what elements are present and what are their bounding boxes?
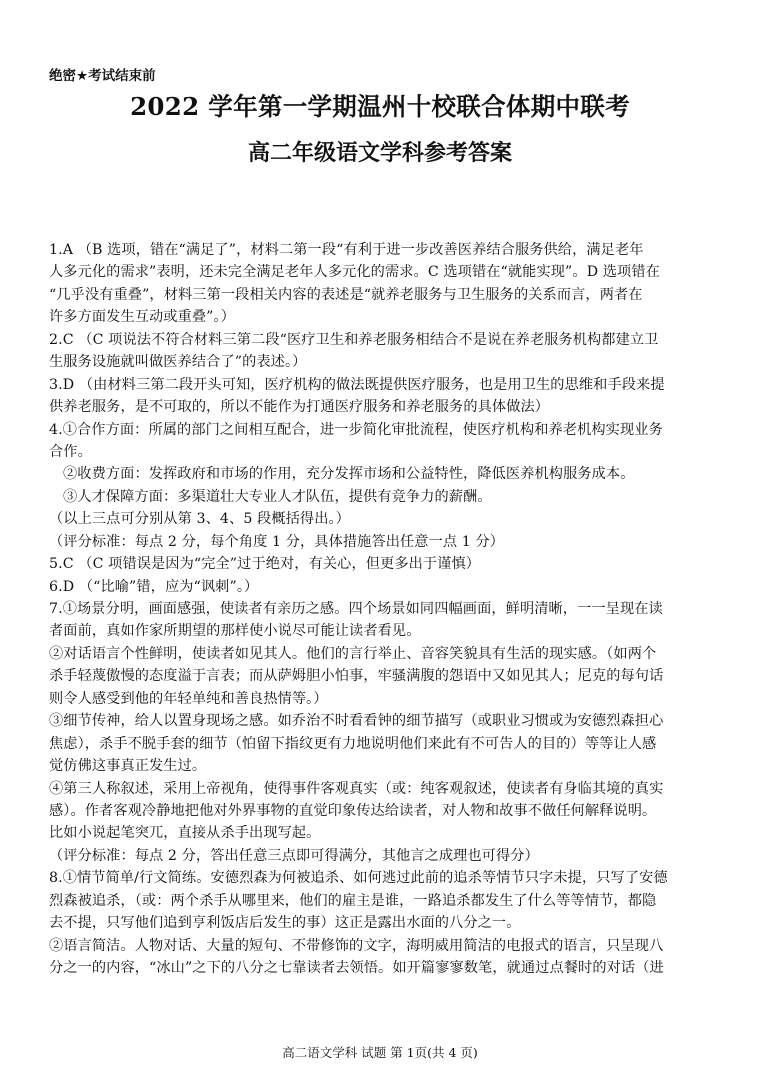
answer-line: 7.①场景分明，画面感强，使读者有亲历之感。四个场景如同四幅画面，鲜明清晰，一一呈现在读 xyxy=(49,601,663,617)
answer-line: ②对话语言个性鲜明，使读者如见其人。他们的言行举止、音容笑貌具有生活的现实感。（如两个 xyxy=(49,645,657,662)
answer-line: 分之一的内容，“冰山”之下的八分之七靠读者去领悟。如开篇寥寥数笔，就通过点餐时的对话（进 xyxy=(49,960,664,976)
answer-line: 焦虑），杀手不脱手套的细节（怕留下指纹更有力地说明他们来此有不可告人的目的）等等让人感 xyxy=(49,735,657,752)
answer-line: ②语言简洁。人物对话、大量的短句、不带修饰的文字，海明威用简洁的电报式的语言，只呈现八 xyxy=(49,937,664,954)
answer-line: ②收费方面：发挥政府和市场的作用，充分发挥市场和公益特性，降低医养机构服务成本。 xyxy=(63,466,635,483)
answer-line: 供养老服务，是不可取的，所以不能作为打通医疗服务和养老服务的具体做法） xyxy=(49,399,550,416)
answer-line: 3.D （由材料三第二段开头可知，医疗机构的做法既提供医疗服务，也是用卫生的思维和手段来提 xyxy=(49,376,665,393)
answer-body xyxy=(49,239,717,979)
answer-line: 觉仿佛这事真正发生过。 xyxy=(49,758,207,775)
answer-line: 许多方面发生互动或重叠”。） xyxy=(49,309,235,326)
answer-line: 4.①合作方面：所属的部门之间相互配合，进一步简化审批流程，使医疗机构和养老机构实现业务 xyxy=(49,421,663,438)
page-footer: 高二语文学科 试题 第 1页(共 4 页) xyxy=(282,1045,478,1060)
answer-line: 杀手轻蔑傲慢的态度溢于言表；而从萨姆胆小怕事，牢骚满腹的怨语中又如见其人；尼克的每句话 xyxy=(49,668,664,685)
answer-line: ③细节传神，给人以置身现场之感。如乔治不时看看钟的细节描写（或职业习惯或为安德烈森担心 xyxy=(49,713,664,730)
answer-line: 5.C （C 项错误是因为“完全”过于绝对，有关心，但更多出于谨慎） xyxy=(49,556,481,573)
answer-line: ④第三人称叙述，采用上帝视角，使得事件客观真实（或：纯客观叙述，使读者有身临其境的真实 xyxy=(49,780,664,797)
answer-line: 8.①情节简单/行文简练。安德烈森为何被追杀、如何逃过此前的追杀等情节只字未提，只写了安德 xyxy=(49,870,668,887)
answer-line: 2.C （C 项说法不符合材料三第二段“医疗卫生和养老服务相结合不是说在养老服务机构都建立卫 xyxy=(49,331,659,348)
answer-line: 合作。 xyxy=(49,443,92,460)
answer-line: 烈森被追杀，（或：两个杀手从哪里来，他们的雇主是谁，一路追杀都发生了什么等等情节，都隐 xyxy=(49,892,657,909)
answer-line: 则令人感受到他的年轻单纯和善良热情等。） xyxy=(49,690,328,707)
document-subtitle: 高二年级语文学科参考答案 xyxy=(247,140,512,166)
answer-line: 比如小说起笔突兀，直接从杀手出现写起。 xyxy=(49,825,321,842)
exam-title: 2022 学年第一学期温州十校联合体期中联考 xyxy=(130,92,630,121)
answer-line: 去不提，只写他们追到亨利饭店后发生的事）这正是露出水面的八分之一。 xyxy=(49,915,521,932)
answer-line: 6.D （“比喻”错，应为“讽刺”。） xyxy=(49,578,259,595)
answer-line: （评分标准：每点 2 分，答出任意三点即可得满分，其他言之成理也可得分） xyxy=(49,847,539,864)
answer-line: 感）。作者客观冷静地把他对外界事物的直觉印象传达给读者，对人物和故事不做任何解释说明。 xyxy=(49,802,657,819)
answer-line: （以上三点可分别从第 3、4、5 段概括得出。） xyxy=(49,511,350,528)
answer-line: （评分标准：每点 2 分，每个角度 1 分，具体措施答出任意一点 1 分） xyxy=(49,533,505,550)
answer-line: 者面前，真如作家所期望的那样使小说尽可能让读者看见。 xyxy=(49,623,421,640)
answer-line: ③人才保障方面：多渠道壮大专业人才队伍，提供有竞争力的薪酬。 xyxy=(63,488,492,505)
answer-line: 人多元化的需求”表明，还未完全满足老年人多元化的需求。C 选项错在“就能实现”。D 选项错在 xyxy=(49,264,660,281)
answer-line: 1.A （B 选项，错在“满足了”，材料二第一段“有利于进一步改善医养结合服务供给，满足老年 xyxy=(49,242,644,258)
confidential-mark: 绝密★考试结束前 xyxy=(49,68,156,84)
answer-line: 生服务设施就叫做医养结合了”的表述。） xyxy=(49,354,307,371)
answer-line: “几乎没有重叠”，材料三第一段相关内容的表述是“就养老服务与卫生服务的关系而言，两者在 xyxy=(49,286,643,303)
